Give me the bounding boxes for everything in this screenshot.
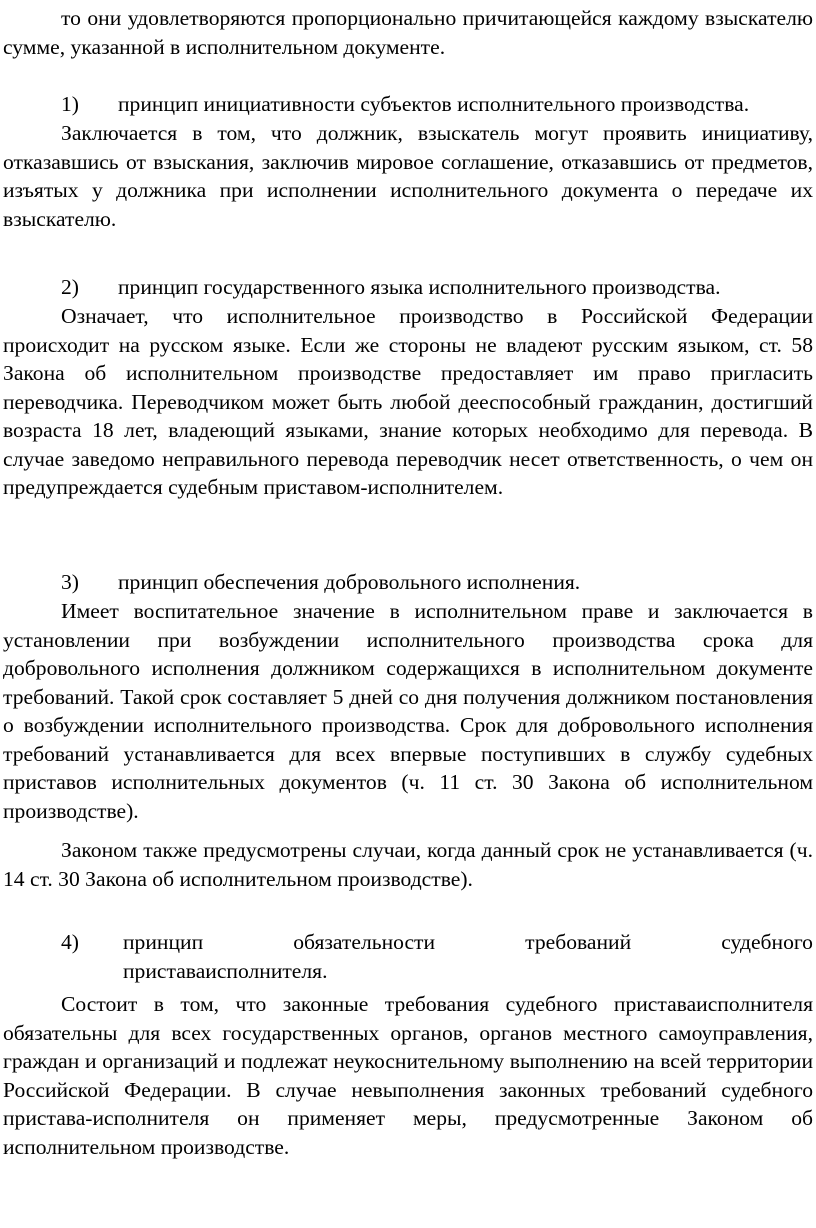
heading-number: 4) bbox=[61, 930, 79, 954]
heading-text: принцип обеспечения добровольного исполнения. bbox=[118, 570, 581, 594]
paragraph-principle-1: Заключается в том, что должник, взыскатель могут проявить инициативу, отказавшись от взыскания, заключив мировое соглашение, отказавшись от предметов, изъятых у должника при исполнении исполнительного документа о передаче их взыскателю. bbox=[3, 121, 813, 231]
heading-text: принцип инициативности субъектов исполнительного производства. bbox=[118, 92, 750, 116]
paragraph-principle-4: Состоит в том, что законные требования судебного приставаисполнителя обязательны для всех государственных органов, органов местного самоуправления, граждан и организаций и подлежат неукоснительному выполнению на всей территории Российской Федерации. В случае невыполнения законных требований судебного пристава-исполнителя он применяет меры, предусмотренные Законом об исполнительном производстве. bbox=[3, 992, 813, 1159]
heading-number: 1) bbox=[61, 92, 79, 116]
paragraph-principle-2: Означает, что исполнительное производство в Российской Федерации происходит на русском языке. Если же стороны не владеют русским языком, ст. 58 Закона об исполнительном производстве предоставляет им право пригласить переводчика. Переводчиком может быть любой дееспособный гражданин, достигший возраста 18 лет, владеющий языками, знание которых необходимо для перевода. В случае заведомо неправильного перевода переводчик несет ответственность, о чем он предупреждается судебным приставом-исполнителем. bbox=[3, 304, 813, 499]
heading-number-group bbox=[61, 928, 203, 957]
paragraph-intro: то они удовлетворяются пропорционально причитающейся каждому взыскателю сумме, указанной в исполнительном документе. bbox=[3, 6, 813, 59]
heading-number: 3) bbox=[61, 570, 79, 594]
heading-number: 2) bbox=[61, 275, 79, 299]
heading-line-2: приставаисполнителя. bbox=[123, 958, 328, 983]
heading-principle-1 bbox=[61, 90, 813, 119]
heading-word: судебного bbox=[721, 930, 813, 954]
heading-principle-3 bbox=[61, 568, 813, 597]
heading-line-1 bbox=[61, 928, 813, 957]
heading-principle-4 bbox=[61, 928, 813, 985]
heading-word: обязательности bbox=[293, 930, 436, 954]
paragraph-principle-3b: Законом также предусмотрены случаи, когда данный срок не устанавливается (ч. 14 ст. 30 Закона об исполнительном производстве). bbox=[3, 838, 813, 891]
heading-word: принцип bbox=[123, 930, 204, 954]
paragraph-principle-3a: Имеет воспитательное значение в исполнительном праве и заключается в установлении при возбуждении исполнительного производства срока для добровольного исполнения должником содержащихся в исполнительном документе требований. Такой срок составляет 5 дней со дня получения должником постановления о возбуждении исполнительного производства. Срок для добровольного исполнения требований устанавливается для всех впервые поступивших в службу судебных приставов исполнительных документов (ч. 11 ст. 30 Закона об исполнительном производстве). bbox=[3, 599, 813, 823]
heading-text: принцип государственного языка исполнительного производства. bbox=[118, 275, 721, 299]
heading-word: требований bbox=[525, 930, 632, 954]
heading-principle-2 bbox=[61, 273, 813, 302]
